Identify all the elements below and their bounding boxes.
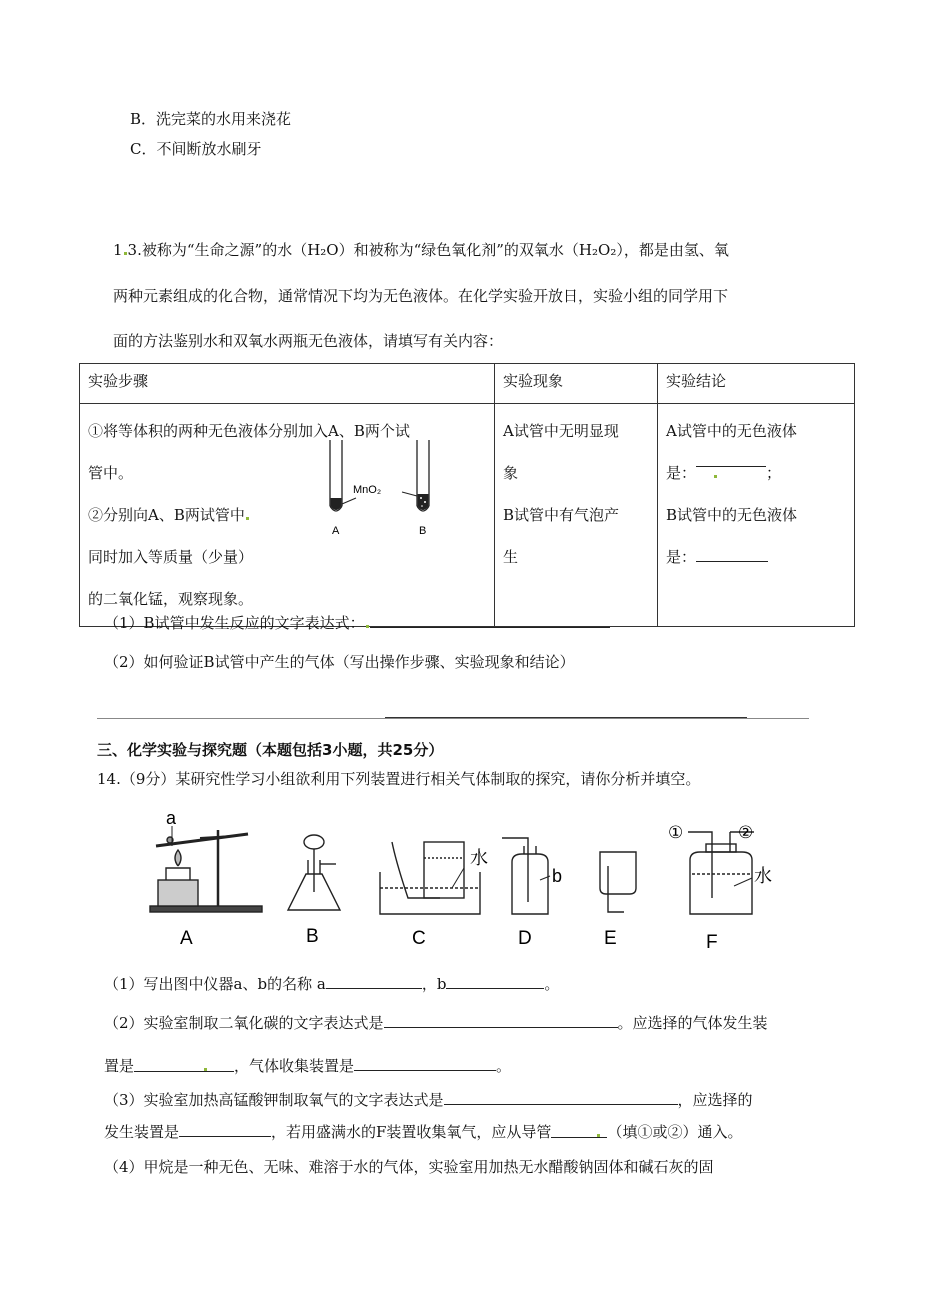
apparatus-b-icon bbox=[288, 835, 340, 910]
answer-blank-co2-equation[interactable] bbox=[384, 1013, 618, 1028]
apparatus-f-icon bbox=[688, 832, 754, 914]
q13-number: 1 bbox=[113, 241, 123, 259]
q14-p3-end: ，应选择的 bbox=[677, 1091, 753, 1109]
apparatus-e-icon bbox=[600, 852, 636, 912]
conclusion-b bbox=[666, 536, 846, 578]
q14-p3b-mid: ，若用盛满水的F装置收集氧气，应从导管 bbox=[271, 1123, 552, 1141]
apparatus-a-icon bbox=[150, 830, 262, 912]
phenomenon-2: 象 bbox=[503, 464, 519, 482]
experiment-table bbox=[79, 363, 855, 627]
label-b-mark: b bbox=[552, 866, 563, 886]
step-line-3-text: ②分别向A、B两试管中 bbox=[88, 506, 245, 524]
apparatus-label-d: D bbox=[518, 928, 532, 949]
answer-blank-sub1[interactable] bbox=[370, 613, 610, 628]
label-a-mark: a bbox=[166, 808, 177, 828]
conclusion-a-end: ； bbox=[766, 464, 782, 482]
mark-dot bbox=[714, 475, 717, 478]
apparatus-label-f: F bbox=[706, 932, 718, 952]
mark-dot bbox=[246, 517, 249, 520]
step-line-2: 管中。 bbox=[88, 464, 134, 482]
mark-dot bbox=[124, 252, 127, 255]
q13-line2: 两种元素组成的化合物，通常情况下均为无色液体。在化学实验开放日，实验小组的同学用下 bbox=[113, 287, 729, 305]
mark-dot bbox=[366, 625, 369, 628]
apparatus-label-a: A bbox=[180, 928, 193, 949]
phenomenon-1: A试管中无明显现 bbox=[503, 422, 619, 440]
test-tubes-figure bbox=[320, 436, 450, 546]
option-c: C．不间断放水刷牙 bbox=[130, 140, 262, 158]
q14-p1-mid: ，b bbox=[421, 975, 447, 993]
q14-p2-text: （2）实验室制取二氧化碳的文字表达式是 bbox=[104, 1014, 384, 1032]
conclusions-cell bbox=[658, 404, 855, 627]
q13-sub2: （2）如何验证B试管中产生的气体（写出操作步骤、实验现象和结论） bbox=[104, 653, 575, 671]
q14-p1-end: 。 bbox=[544, 975, 560, 993]
mark-dot bbox=[597, 1134, 600, 1137]
q13-sub1 bbox=[104, 612, 610, 633]
answer-blank-a-name[interactable] bbox=[326, 974, 422, 989]
q14-p2-end: 。应选择的气体发生装 bbox=[617, 1014, 768, 1032]
q14-p2b-mid: ，气体收集装置是 bbox=[234, 1057, 355, 1075]
q14-p2b-end: 。 bbox=[496, 1057, 512, 1075]
q13-number-rest: 3. bbox=[127, 241, 142, 259]
q13-sub1-text: （1）B试管中发生反应的文字表达式： bbox=[104, 614, 365, 632]
conclusion-a-prefix: A试管中的无色液体 bbox=[666, 422, 797, 440]
answer-blank-b-name[interactable] bbox=[446, 974, 544, 989]
answer-line-grey bbox=[97, 718, 809, 719]
phenomenon-4: 生 bbox=[503, 548, 519, 566]
section3-title: 三、化学实验与探究题（本题包括3小题，共25分） bbox=[97, 741, 444, 759]
conclusion-b-is: 是： bbox=[666, 548, 697, 566]
q14-p2b bbox=[104, 1055, 511, 1076]
q14-p4: （4）甲烷是一种无色、无味、难溶于水的气体，实验室用加热无水醋酸钠固体和碱石灰的固 bbox=[104, 1158, 714, 1176]
step-line-5: 的二氧化锰，观察现象。 bbox=[88, 590, 254, 608]
q13-line3: 面的方法鉴别水和双氧水两瓶无色液体，请填写有关内容： bbox=[113, 332, 504, 350]
conclusion-a-is: 是： bbox=[666, 464, 697, 482]
q14-p3b-end: （填①或②）通入。 bbox=[607, 1123, 743, 1141]
apparatus-label-c: C bbox=[412, 928, 426, 949]
apparatus-figure bbox=[140, 802, 800, 952]
answer-blank-co2-collector[interactable] bbox=[354, 1056, 496, 1071]
q14-p3 bbox=[104, 1089, 753, 1110]
phenomenon-3: B试管中有气泡产 bbox=[503, 506, 620, 524]
tube-a-label: A bbox=[332, 525, 340, 537]
answer-blank-o2-equation[interactable] bbox=[444, 1090, 678, 1105]
apparatus-d-icon bbox=[502, 838, 548, 914]
label-port1: ① bbox=[668, 823, 684, 843]
tube-a-icon bbox=[330, 440, 342, 511]
answer-blank-inlet[interactable] bbox=[551, 1123, 607, 1138]
q14-p1 bbox=[104, 973, 559, 994]
tube-b-icon bbox=[417, 440, 429, 511]
header-steps: 实验步骤 bbox=[80, 364, 495, 404]
q13-line1 bbox=[113, 239, 729, 260]
mno2-label: MnO₂ bbox=[353, 484, 382, 496]
tube-b-label: B bbox=[419, 525, 427, 537]
phenomena-cell bbox=[495, 404, 658, 627]
q14-stem: 14.（9分）某研究性学习小组欲利用下列装置进行相关气体制取的探究，请你分析并填空。 bbox=[97, 770, 701, 788]
q14-p3-text: （3）实验室加热高锰酸钾制取氧气的文字表达式是 bbox=[104, 1091, 444, 1109]
label-port2: ② bbox=[738, 823, 754, 843]
answer-blank-b[interactable] bbox=[696, 547, 768, 562]
q14-p1-text: （1）写出图中仪器a、b的名称 a bbox=[104, 975, 326, 993]
answer-blank-o2-generator[interactable] bbox=[179, 1122, 271, 1137]
option-b: B．洗完菜的水用来浇花 bbox=[130, 110, 292, 128]
step-line-4: 同时加入等质量（少量） bbox=[88, 548, 254, 566]
q14-p2 bbox=[104, 1012, 768, 1033]
answer-blank-co2-generator[interactable] bbox=[134, 1057, 234, 1072]
apparatus-label-e: E bbox=[604, 928, 617, 949]
step-line-1: ①将等体积的两种无色液体分别加入A、B两个试 bbox=[88, 422, 410, 440]
q14-p3b-text: 发生装置是 bbox=[104, 1123, 180, 1141]
answer-blank-a[interactable] bbox=[696, 452, 766, 467]
answer-line[interactable] bbox=[385, 717, 747, 718]
q14-p3b bbox=[104, 1121, 742, 1142]
header-phenomena: 实验现象 bbox=[495, 364, 658, 404]
q13-text-line1: 被称为“生命之源”的水（H₂O）和被称为“绿色氧化剂”的双氧水（H₂O₂），都是由氢、氧 bbox=[141, 241, 729, 259]
header-conclusions: 实验结论 bbox=[658, 364, 855, 404]
apparatus-c-icon bbox=[380, 842, 480, 914]
label-water-c: 水 bbox=[470, 848, 488, 869]
conclusion-a bbox=[666, 452, 846, 494]
conclusion-b-prefix: B试管中的无色液体 bbox=[666, 506, 798, 524]
apparatus-label-b: B bbox=[306, 926, 319, 947]
label-water-f: 水 bbox=[754, 866, 772, 887]
steps-cell bbox=[80, 404, 495, 627]
q14-p2b-text: 置是 bbox=[104, 1057, 135, 1075]
mark-dot bbox=[204, 1068, 207, 1071]
